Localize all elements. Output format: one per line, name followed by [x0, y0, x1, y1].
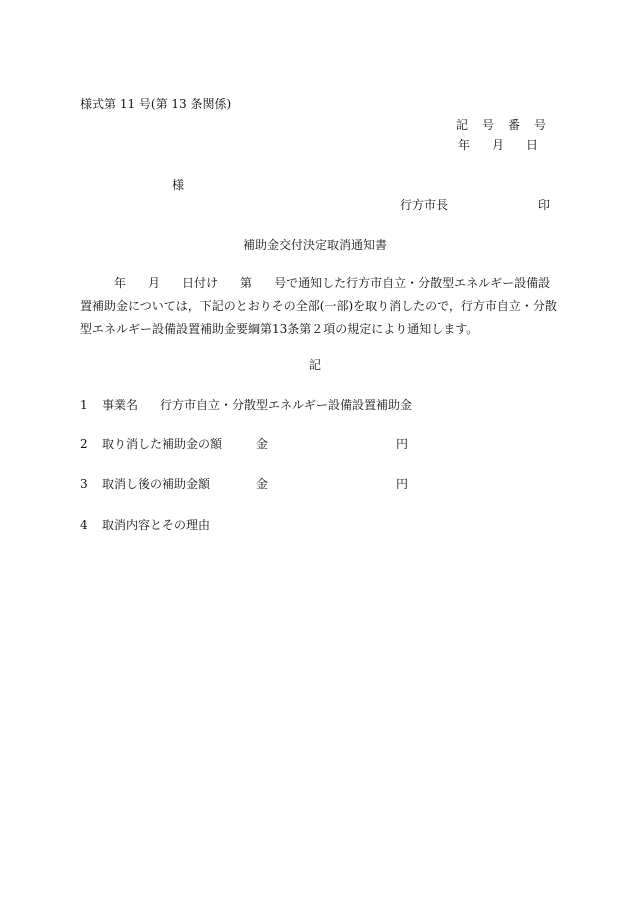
addressee-suffix: 様: [172, 178, 185, 192]
seal-mark: 印: [538, 198, 551, 212]
body-day-suffix: 日付け: [182, 276, 219, 290]
item-value: 行方市自立・分散型エネルギー設備設置補助金: [160, 398, 413, 412]
amount-unit: 円: [396, 437, 409, 451]
doc-number-char: 号: [482, 118, 495, 132]
item-number: 2: [80, 437, 88, 451]
item-label: 取消し後の補助金額: [102, 477, 211, 491]
doc-number-char: 記: [456, 118, 469, 132]
amount-prefix: 金: [256, 477, 269, 491]
doc-number-char: 番: [508, 118, 521, 132]
item-label: 取消内容とその理由: [102, 518, 211, 532]
document-title: 補助金交付決定取消通知書: [242, 238, 387, 252]
item-number: 1: [80, 398, 88, 412]
body-line-1-rest: 号で通知した行方市自立・分散型エネルギー設備設: [274, 276, 551, 290]
ki-heading: 記: [308, 358, 321, 372]
sender-name: 行方市長: [400, 198, 449, 212]
item-cancel-reason: [80, 517, 210, 533]
body-line-1: [80, 272, 550, 295]
date-label: [458, 137, 538, 153]
item-number: 3: [80, 477, 88, 491]
body-year: 年: [114, 276, 127, 290]
form-number: 様式第 11 号(第 13 条関係): [80, 97, 232, 111]
doc-number-char: 号: [534, 118, 547, 132]
body-line-3: 型エネルギー設備設置補助金要綱第13条第２項の規定により通知します。: [80, 322, 479, 336]
date-month: 月: [492, 138, 505, 152]
body-line-2: 置補助金については，下記のとおりその全部(一部)を取り消したので，行方市自立・分散: [80, 299, 557, 313]
date-year: 年: [458, 138, 471, 152]
item-cancelled-amount: [80, 436, 222, 452]
notice-body: [80, 272, 557, 341]
item-project-name: [80, 397, 412, 413]
document-number-label: [456, 117, 546, 133]
item-label: 取り消した補助金の額: [102, 437, 223, 451]
body-dai: 第: [240, 276, 253, 290]
amount-prefix: 金: [256, 437, 269, 451]
amount-unit: 円: [396, 477, 409, 491]
item-remaining-amount: [80, 476, 210, 492]
body-month: 月: [148, 276, 161, 290]
item-number: 4: [80, 518, 88, 532]
item-label: 事業名: [102, 398, 139, 412]
date-day: 日: [526, 138, 539, 152]
